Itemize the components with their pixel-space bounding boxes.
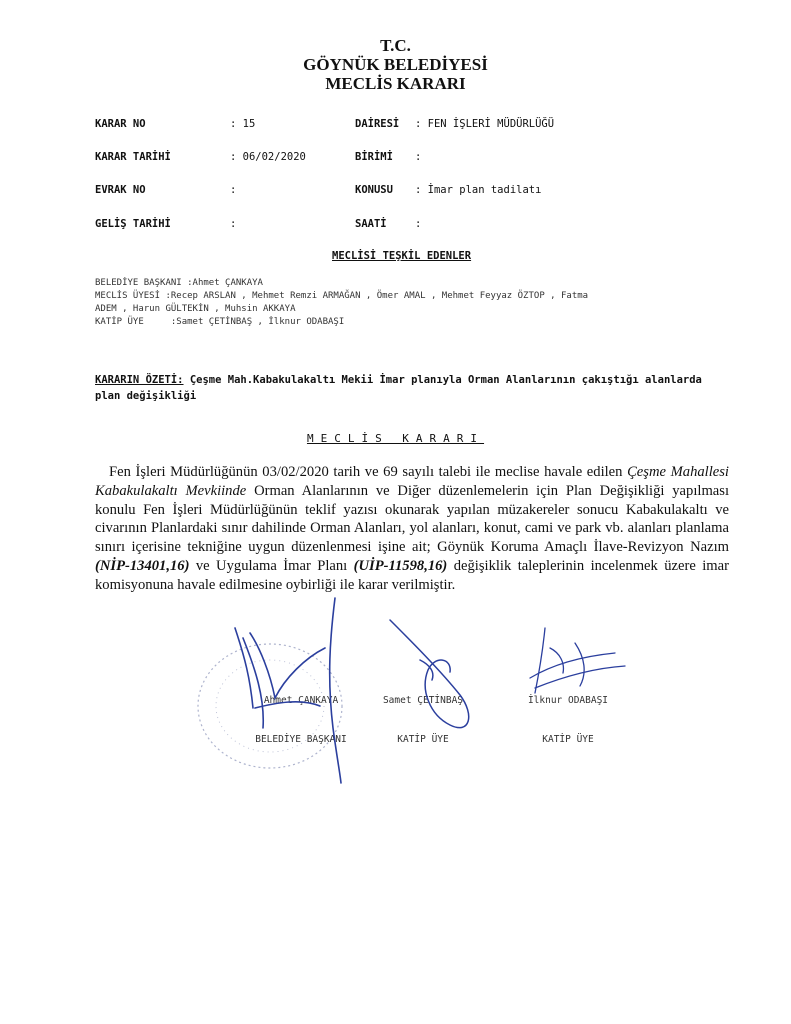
clerk1-handwritten-signature bbox=[380, 600, 490, 740]
birimi-label: BİRİMİ bbox=[355, 151, 393, 163]
clerk2-name: İlknur ODABAŞI bbox=[527, 695, 609, 706]
body-part3: ve Uygulama İmar Planı bbox=[189, 557, 354, 574]
mayor-name: Ahmet ÇANKAYA bbox=[263, 695, 339, 706]
clerk1-name: Samet ÇETİNBAŞ bbox=[382, 695, 464, 706]
summary-label: KARARIN ÖZETİ: bbox=[95, 374, 184, 386]
council-title: MECLİSİ TEŞKİL EDENLER bbox=[332, 250, 472, 262]
birimi-value: : bbox=[415, 151, 422, 163]
header-doc-type: MECLİS KARARI bbox=[325, 74, 466, 93]
doc-header bbox=[0, 36, 791, 93]
decision-body bbox=[95, 463, 729, 595]
gelis-tarihi-label: GELİŞ TARİHİ bbox=[95, 218, 171, 230]
council-members-line: MECLİS ÜYESİ :Recep ARSLAN , Mehmet Remzi ARMAĞAN , Ömer AMAL , Mehmet Feyyaz ÖZTOP , Fatma bbox=[95, 291, 589, 301]
council-clerks-line: KATİP ÜYE :Samet ÇETİNBAŞ , İlknur ODABAŞI bbox=[95, 317, 345, 327]
dairesi-label: DAİRESİ bbox=[355, 118, 400, 130]
decision-title: MECLİS KARARI bbox=[306, 432, 485, 445]
decision-summary bbox=[95, 372, 715, 404]
clerk2-title: KATİP ÜYE bbox=[542, 734, 594, 745]
evrak-no-label: EVRAK NO bbox=[95, 184, 146, 196]
council-mayor-line: BELEDİYE BAŞKANI :Ahmet ÇANKAYA bbox=[95, 278, 263, 288]
dairesi-value: : FEN İŞLERİ MÜDÜRLÜĞÜ bbox=[415, 118, 555, 130]
header-municipality: GÖYNÜK BELEDİYESİ bbox=[303, 55, 488, 74]
saati-label: SAATİ bbox=[355, 218, 387, 230]
body-location: Çeşme Mahallesi Kabakulakaltı Mevkiinde bbox=[95, 464, 729, 499]
body-plan-code-2: (UİP-11598,16) bbox=[353, 557, 448, 574]
karar-tarihi-label: KARAR TARİHİ bbox=[95, 151, 171, 163]
header-line1: T.C. bbox=[380, 36, 411, 55]
body-part2: Orman Alanlarının ve Diğer düzenlemelerin için Plan Değişikliği yapılması konulu Fen İşleri Müdürlüğünün teklif yazısı okunarak yapılan müzakereler sonucu Kabakulakaltı ve civarının Planlardaki sınır dahilinde Orman Alanları, yol alanları, konut, cami ve park vb. alanları planlama sınırı içerisine tekniğine uygun düzenlenmesi işine ait; Göynük Koruma Amaçlı İlave-Revizyon Nazım bbox=[95, 482, 730, 556]
karar-tarihi-value: : 06/02/2020 bbox=[230, 151, 306, 163]
clerk1-title: KATİP ÜYE bbox=[397, 734, 449, 745]
karar-no-label: KARAR NO bbox=[95, 118, 146, 130]
body-part1: Fen İşleri Müdürlüğünün 03/02/2020 tarih ve 69 sayılı talebi ile meclise havale edilen bbox=[109, 464, 628, 480]
council-members-line-2: ADEM , Harun GÜLTEKİN , Muhsin AKKAYA bbox=[95, 304, 296, 314]
body-part4: değişiklik taleplerinin incelenmek üzere imar komisyonuna havale edilmesine oybirliği ile karar verilmiştir. bbox=[95, 557, 729, 593]
konusu-label: KONUSU bbox=[355, 184, 393, 196]
evrak-no-value: : bbox=[230, 184, 237, 196]
karar-no-value: : 15 bbox=[230, 118, 256, 130]
gelis-tarihi-value: : bbox=[230, 218, 237, 230]
body-plan-code-1: (NİP-13401,16) bbox=[95, 557, 190, 574]
clerk2-handwritten-signature bbox=[515, 618, 635, 708]
konusu-value: : İmar plan tadilatı bbox=[415, 184, 542, 196]
saati-value: : bbox=[415, 218, 422, 230]
mayor-handwritten-signature bbox=[215, 588, 395, 788]
mayor-title: BELEDİYE BAŞKANI bbox=[255, 734, 347, 745]
summary-text: Çeşme Mah.Kabakulakaltı Mekii İmar planıyla Orman Alanlarının çakıştığı alanlarda plan değişikliği bbox=[95, 374, 702, 402]
